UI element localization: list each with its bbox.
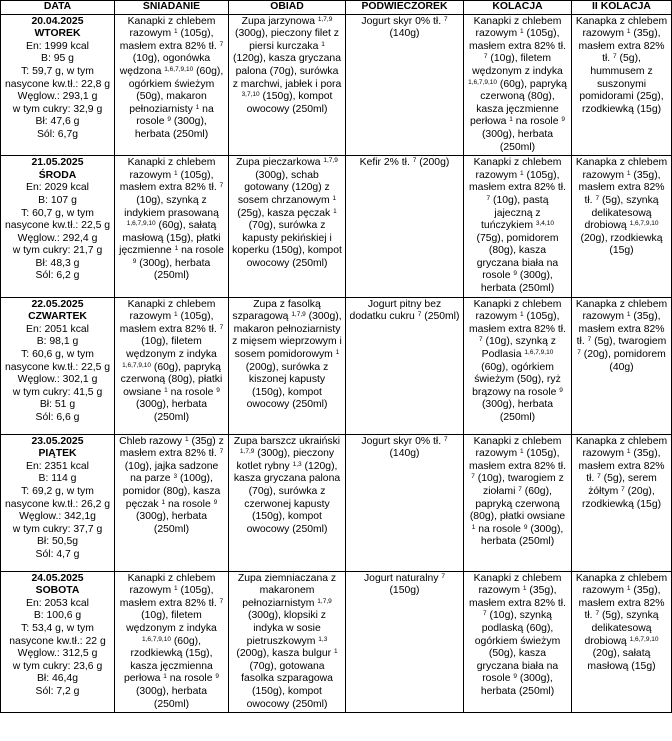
- allergen-superscript: 7: [613, 53, 617, 61]
- nutrition-stat: Bł: 48,3 g: [35, 257, 80, 269]
- nutrition-stat: En: 2051 kcal: [26, 323, 89, 335]
- nutrition-stat: T: 60,7 g, w tym nasycone kw.tł.: 22,5 g: [4, 207, 111, 232]
- allergen-superscript: 9: [167, 116, 171, 124]
- dinner-cell: Kanapki z chlebem razowym $^1$ (105g), masłem extra 82% tł. $^7$ (10g), szynką z Podlasia $^{1,6,7,9,10}$ (60g), ogórkiem świeżym (50g), ryż brązowy na rosole $^9$ (300g), herbata (250ml): [464, 297, 572, 434]
- allergen-superscript: 1,6,7,9,10: [524, 349, 554, 357]
- allergen-superscript: 7: [219, 323, 224, 331]
- allergen-superscript: 7: [443, 15, 448, 23]
- allergen-superscript: 1,6,7,9,10: [629, 635, 659, 643]
- allergen-superscript: 1: [174, 585, 178, 593]
- breakfast-cell: Kanapki z chlebem razowym $^1$ (105g), masłem extra 82% tł. $^7$ (10g), filetem wędzonym z indyka $^{1,6,7,9,10}$ (60g), rzodkiewką (15g), kasza jęczmienna perłowa $^1$ na rosole $^9$ (300g), herbata (250ml): [115, 571, 229, 713]
- lunch-cell: Zupa pieczarkowa $^{1,7,9}$ (300g), schab gotowany (120g) z sosem chrzanowym $^1$ (25g), kasza pęczak $^1$ (70g), surówka z kapusty pekińskiej i koperku (150g), kompot owocowy (250ml): [229, 156, 346, 298]
- day-row: [1, 571, 672, 713]
- allergen-superscript: 1: [334, 648, 338, 656]
- nutrition-stat: w tym cukry: 21,7 g: [12, 245, 103, 257]
- date-cell: [1, 297, 115, 434]
- lunch-cell: Zupa ziemniaczana z makaronem pełnoziarnistym $^{1,7,9}$ (300g), klopsiki z indyka w sosie pietruszkowym $^{1,3}$ (200g), kasza bulgur $^1$ (70g), gotowana fasolka szparagowa (150g), kompot owocowy (250ml): [229, 571, 346, 713]
- allergen-superscript: 1: [520, 169, 524, 177]
- nutrition-stat: T: 69,2 g, w tym nasycone kw.tł.: 26,2 g: [4, 486, 111, 510]
- allergen-superscript: 1: [520, 448, 524, 456]
- date-label: 20.04.2025: [31, 15, 84, 27]
- date-cell: [1, 156, 115, 298]
- allergen-superscript: 1: [321, 40, 325, 48]
- snack-cell: Kefir 2% tł. $^7$ (200g): [346, 156, 464, 298]
- nutrition-stat: Sól: 7,2 g: [35, 686, 80, 697]
- allergen-superscript: 7: [219, 40, 224, 48]
- nutrition-stat: Bł: 47,6 g: [35, 116, 80, 128]
- allergen-superscript: 1,6,7,9,10: [164, 65, 194, 73]
- breakfast-cell: Chleb razowy $^1$ (35g) z masłem extra 82% tł. $^7$ (10g), jajka sadzone na parze $^3$ (100g), pomidor (80g), kasza pęczak $^1$ na rosole $^9$ (300g), herbata (250ml): [115, 434, 229, 571]
- allergen-superscript: 9: [513, 673, 517, 681]
- nutrition-stat: B: 98,1 g: [36, 336, 79, 348]
- allergen-superscript: 1,6,7,9,10: [122, 361, 152, 369]
- allergen-superscript: 7: [443, 435, 448, 443]
- allergen-superscript: 1: [626, 311, 631, 319]
- allergen-superscript: 1,6,7,9,10: [126, 220, 156, 228]
- allergen-superscript: 1,3: [318, 635, 328, 643]
- allergen-superscript: 9: [523, 523, 528, 531]
- allergen-superscript: 7: [441, 572, 446, 580]
- allergen-superscript: 7: [577, 349, 581, 357]
- weekday-label: WTOREK: [34, 28, 81, 40]
- allergen-superscript: 1: [163, 673, 167, 681]
- allergen-superscript: 7: [595, 610, 600, 618]
- header-lunch: OBIAD: [229, 1, 346, 15]
- nutrition-stat: En: 2351 kcal: [26, 460, 89, 472]
- supper-cell: Kanapka z chlebem razowym $^1$ (35g), masłem extra 82% tł. $^7$ (5g), szynką delikatesową drobiową $^{1,6,7,9,10}$ (20g), rzodkiewką (15g): [572, 156, 672, 298]
- nutrition-stat: Węglow.: 292,4 g: [17, 232, 98, 244]
- allergen-superscript: 7: [219, 597, 224, 605]
- nutrition-stat: w tym cukry: 37,7 g: [12, 523, 103, 535]
- nutrition-stat: T: 59,7 g, w tym nasycone kw.tł.: 22,8 g: [4, 65, 111, 90]
- supper-cell: Kanapka z chlebem razowym $^1$ (35g), masłem extra 82% tł. $^7$ (5g), szynką delikatesową drobiową $^{1,6,7,9,10}$ (20g), sałatą masłową (15g): [572, 571, 672, 713]
- allergen-superscript: 7: [412, 157, 417, 165]
- allergen-superscript: 1: [509, 116, 513, 124]
- allergen-superscript: 7: [597, 473, 601, 481]
- allergen-superscript: 1: [520, 28, 524, 36]
- allergen-superscript: 9: [132, 257, 137, 265]
- header-dinner: KOLACJA: [464, 1, 572, 15]
- lunch-cell: Zupa jarzynowa $^{1,7,9}$ (300g), pieczony filet z piersi kurczaka $^1$ (120g), kasza gryczana palona (70g), surówka z marchwi, jabłek i pora $^{3,7,10}$ (150g), kompot owocowy (250ml): [229, 14, 346, 156]
- nutrition-stat: B: 95 g: [41, 53, 74, 65]
- allergen-superscript: 1: [195, 103, 200, 111]
- nutrition-stat: Bł: 50,5g: [36, 536, 78, 548]
- breakfast-cell: Kanapki z chlebem razowym $^1$ (105g), masłem extra 82% tł. $^7$ (10g), filetem wędzonym z indyka $^{1,6,7,9,10}$ (60g), papryką czerwoną (80g), płatki owsiane $^1$ na rosole $^9$ (300g), herbata (250ml): [115, 297, 229, 434]
- allergen-superscript: 7: [483, 610, 487, 618]
- allergen-superscript: 1: [184, 435, 189, 443]
- allergen-superscript: 7: [486, 194, 491, 202]
- date-label: 23.05.2025: [31, 435, 84, 447]
- allergen-superscript: 1,6,7,9,10: [468, 78, 498, 86]
- nutrition-stat: Bł: 51 g: [39, 399, 76, 411]
- allergen-superscript: 1,7,9: [291, 311, 306, 319]
- breakfast-cell: Kanapki z chlebem razowym $^1$ (105g), masłem extra 82% tł. $^7$ (10g), szynką z indykiem prasowaną $^{1,6,7,9,10}$ (60g), sałatą masłową (15g), płatki jęczmienne $^1$ na rosole $^9$ (300g), herbata (250ml): [115, 156, 229, 298]
- allergen-superscript: 1: [332, 194, 337, 202]
- nutrition-stat: Sól: 4,7 g: [35, 549, 80, 560]
- allergen-superscript: 1,7,9: [239, 448, 255, 456]
- supper-cell: Kanapka z chlebem razowym $^1$ (35g), masłem extra 82% tł. $^7$ (5g), twarogiem $^7$ (20g), pomidorem (40g): [572, 297, 672, 434]
- allergen-superscript: 1,6,7,9,10: [629, 220, 659, 228]
- dinner-cell: Kanapki z chlebem razowym $^1$ (35g), masłem extra 82% tł. $^7$ (10g), szynką podlaską (60g), ogórkiem świeżym (50g), kasza gryczana biała na rosole $^9$ (300g), herbata (250ml): [464, 571, 572, 713]
- allergen-superscript: 7: [621, 486, 625, 494]
- day-row: [1, 156, 672, 298]
- allergen-superscript: 9: [213, 498, 218, 506]
- allergen-superscript: 1,3: [292, 460, 302, 468]
- allergen-superscript: 1: [471, 523, 476, 531]
- date-label: 24.05.2025: [31, 572, 84, 584]
- allergen-superscript: 9: [513, 270, 517, 278]
- date-label: 21.05.2025: [31, 157, 84, 169]
- header-supper: II KOLACJA: [572, 1, 672, 15]
- nutrition-stat: Bł: 46,4g: [36, 673, 78, 685]
- nutrition-stat: B: 114 g: [38, 473, 77, 485]
- allergen-superscript: 1: [626, 448, 631, 456]
- weekday-label: CZWARTEK: [28, 311, 87, 323]
- header-date: DATA: [1, 1, 115, 15]
- allergen-superscript: 7: [518, 486, 522, 494]
- nutrition-stat: Węglow.: 312,5 g: [17, 648, 98, 660]
- nutrition-stat: Sól: 6,6 g: [35, 412, 80, 423]
- date-cell: [1, 14, 115, 156]
- allergen-superscript: 7: [587, 336, 592, 344]
- nutrition-stat: w tym cukry: 23,6 g: [12, 660, 103, 672]
- allergen-superscript: 7: [479, 336, 483, 344]
- header-snack: PODWIECZOREK: [346, 1, 464, 15]
- lunch-cell: Zupa barszcz ukraiński $^{1,7,9}$ (300g), pieczony kotlet rybny $^{1,3}$ (120g), kasza gryczana palona (70g), surówka z czerwonej kapusty (150g), kompot owocowy (250ml): [229, 434, 346, 571]
- nutrition-stat: B: 107 g: [38, 194, 77, 206]
- allergen-superscript: 9: [559, 386, 563, 394]
- snack-cell: Jogurt skyr 0% tł. $^7$ (140g): [346, 434, 464, 571]
- allergen-superscript: 1: [174, 311, 178, 319]
- allergen-superscript: 1: [335, 349, 340, 357]
- breakfast-cell: Kanapki z chlebem razowym $^1$ (105g), masłem extra 82% tł. $^7$ (10g), ogonówka wędzona $^{1,6,7,9,10}$ (60g), ogórkiem świeżym (50g), makaron pełnoziarnisty $^1$ na rosole $^9$ (300g), herbata (250ml): [115, 14, 229, 156]
- allergen-superscript: 7: [219, 182, 224, 190]
- dinner-cell: Kanapki z chlebem razowym $^1$ (105g), masłem extra 82% tł. $^7$ (10g), filetem wędzonym z indyka $^{1,6,7,9,10}$ (60g), papryką czerwoną (80g), kasza jęczmienne perłowa $^1$ na rosole $^9$ (300g), herbata (250ml): [464, 14, 572, 156]
- allergen-superscript: 7: [483, 53, 488, 61]
- allergen-superscript: 7: [471, 473, 475, 481]
- date-label: 22.05.2025: [31, 298, 84, 310]
- header-breakfast: ŚNIADANIE: [115, 1, 229, 15]
- dinner-cell: Kanapki z chlebem razowym $^1$ (105g), masłem extra 82% tł. $^7$ (10g), pastą jajeczną z tuńczykiem $^{3,4,10}$ (75g), pomidorem (80g), kasza gryczana biała na rosole $^9$ (300g), herbata (250ml): [464, 156, 572, 298]
- allergen-superscript: 1: [161, 498, 166, 506]
- allergen-superscript: 1: [174, 169, 178, 177]
- allergen-superscript: 1,7,9: [317, 15, 333, 23]
- allergen-superscript: 3: [173, 473, 178, 481]
- allergen-superscript: 1: [626, 585, 631, 593]
- supper-cell: Kanapka z chlebem razowym $^1$ (35g), masłem extra 82% tł. $^7$ (5g), hummusem z suszonymi pomidorami (25g), rzodkiewką (15g): [572, 14, 672, 156]
- allergen-superscript: 7: [595, 194, 600, 202]
- allergen-superscript: 9: [216, 386, 220, 394]
- allergen-superscript: 1: [626, 169, 631, 177]
- allergen-superscript: 1,7,9: [323, 157, 338, 165]
- nutrition-stat: Węglow.: 302,1 g: [17, 374, 98, 386]
- nutrition-stat: Węglow.: 342,1g: [19, 511, 96, 523]
- nutrition-stat: Węglow.: 293,1 g: [17, 91, 98, 103]
- allergen-superscript: 3,7,10: [241, 91, 260, 99]
- weekday-label: PIĄTEK: [38, 448, 77, 460]
- lunch-cell: Zupa z fasolką szparagową $^{1,7,9}$ (300g), makaron pełnoziarnisty z mięsem wieprzowym i sosem pomidorowym $^1$ (200g), surówka z kiszonej kapusty (150g), kompot owocowy (250ml): [229, 297, 346, 434]
- allergen-superscript: 1,7,9: [317, 597, 332, 605]
- allergen-superscript: 1: [626, 28, 631, 36]
- nutrition-stat: En: 1999 kcal: [26, 40, 89, 52]
- weekday-label: SOBOTA: [35, 585, 80, 597]
- date-cell: [1, 434, 115, 571]
- nutrition-stat: T: 53,4 g, w tym nasycone kw.tł.: 22 g: [9, 623, 106, 647]
- day-row: [1, 434, 672, 571]
- header-row: [1, 1, 672, 15]
- nutrition-stat: En: 2053 kcal: [26, 597, 89, 609]
- nutrition-stat: En: 2029 kcal: [26, 182, 89, 194]
- allergen-superscript: 9: [561, 116, 566, 124]
- nutrition-stat: w tym cukry: 32,9 g: [12, 103, 103, 115]
- allergen-superscript: 3,4,10: [535, 220, 554, 228]
- snack-cell: Jogurt skyr 0% tł. $^7$ (140g): [346, 14, 464, 156]
- snack-cell: Jogurt pitny bez dodatku cukru $^7$ (250ml): [346, 297, 464, 434]
- weekday-label: ŚRODA: [38, 169, 77, 181]
- date-cell: [1, 571, 115, 713]
- allergen-superscript: 1: [174, 28, 178, 36]
- nutrition-stat: B: 100,6 g: [33, 610, 82, 622]
- allergen-superscript: 1: [164, 386, 168, 394]
- dinner-cell: Kanapki z chlebem razowym $^1$ (105g), masłem extra 82% tł. $^7$ (10g), twarogiem z ziołami $^7$ (60g), papryką czerwoną (80g), płatki owsiane $^1$ na rosole $^9$ (300g), herbata (250ml): [464, 434, 572, 571]
- day-row: [1, 14, 672, 156]
- allergen-superscript: 1: [522, 585, 527, 593]
- supper-cell: Kanapka z chlebem razowym $^1$ (35g), masłem extra 82% tł. $^7$ (5g), serem żółtym $^7$ (20g), rzodkiewką (15g): [572, 434, 672, 571]
- day-row: [1, 297, 672, 434]
- allergen-superscript: 7: [417, 311, 422, 319]
- snack-cell: Jogurt naturalny $^7$ (150g): [346, 571, 464, 713]
- allergen-superscript: 1: [174, 245, 179, 253]
- allergen-superscript: 9: [215, 673, 220, 681]
- allergen-superscript: 1: [520, 311, 524, 319]
- allergen-superscript: 1,6,7,9,10: [142, 635, 171, 643]
- nutrition-stat: Sól: 6,7g: [36, 128, 78, 140]
- nutrition-stat: Sól: 6,2 g: [35, 270, 80, 282]
- allergen-superscript: 7: [219, 448, 224, 456]
- allergen-superscript: 1: [333, 207, 337, 215]
- nutrition-stat: w tym cukry: 41,5 g: [12, 386, 103, 398]
- nutrition-stat: T: 60,6 g, w tym nasycone kw.tł.: 22,5 g: [4, 349, 111, 373]
